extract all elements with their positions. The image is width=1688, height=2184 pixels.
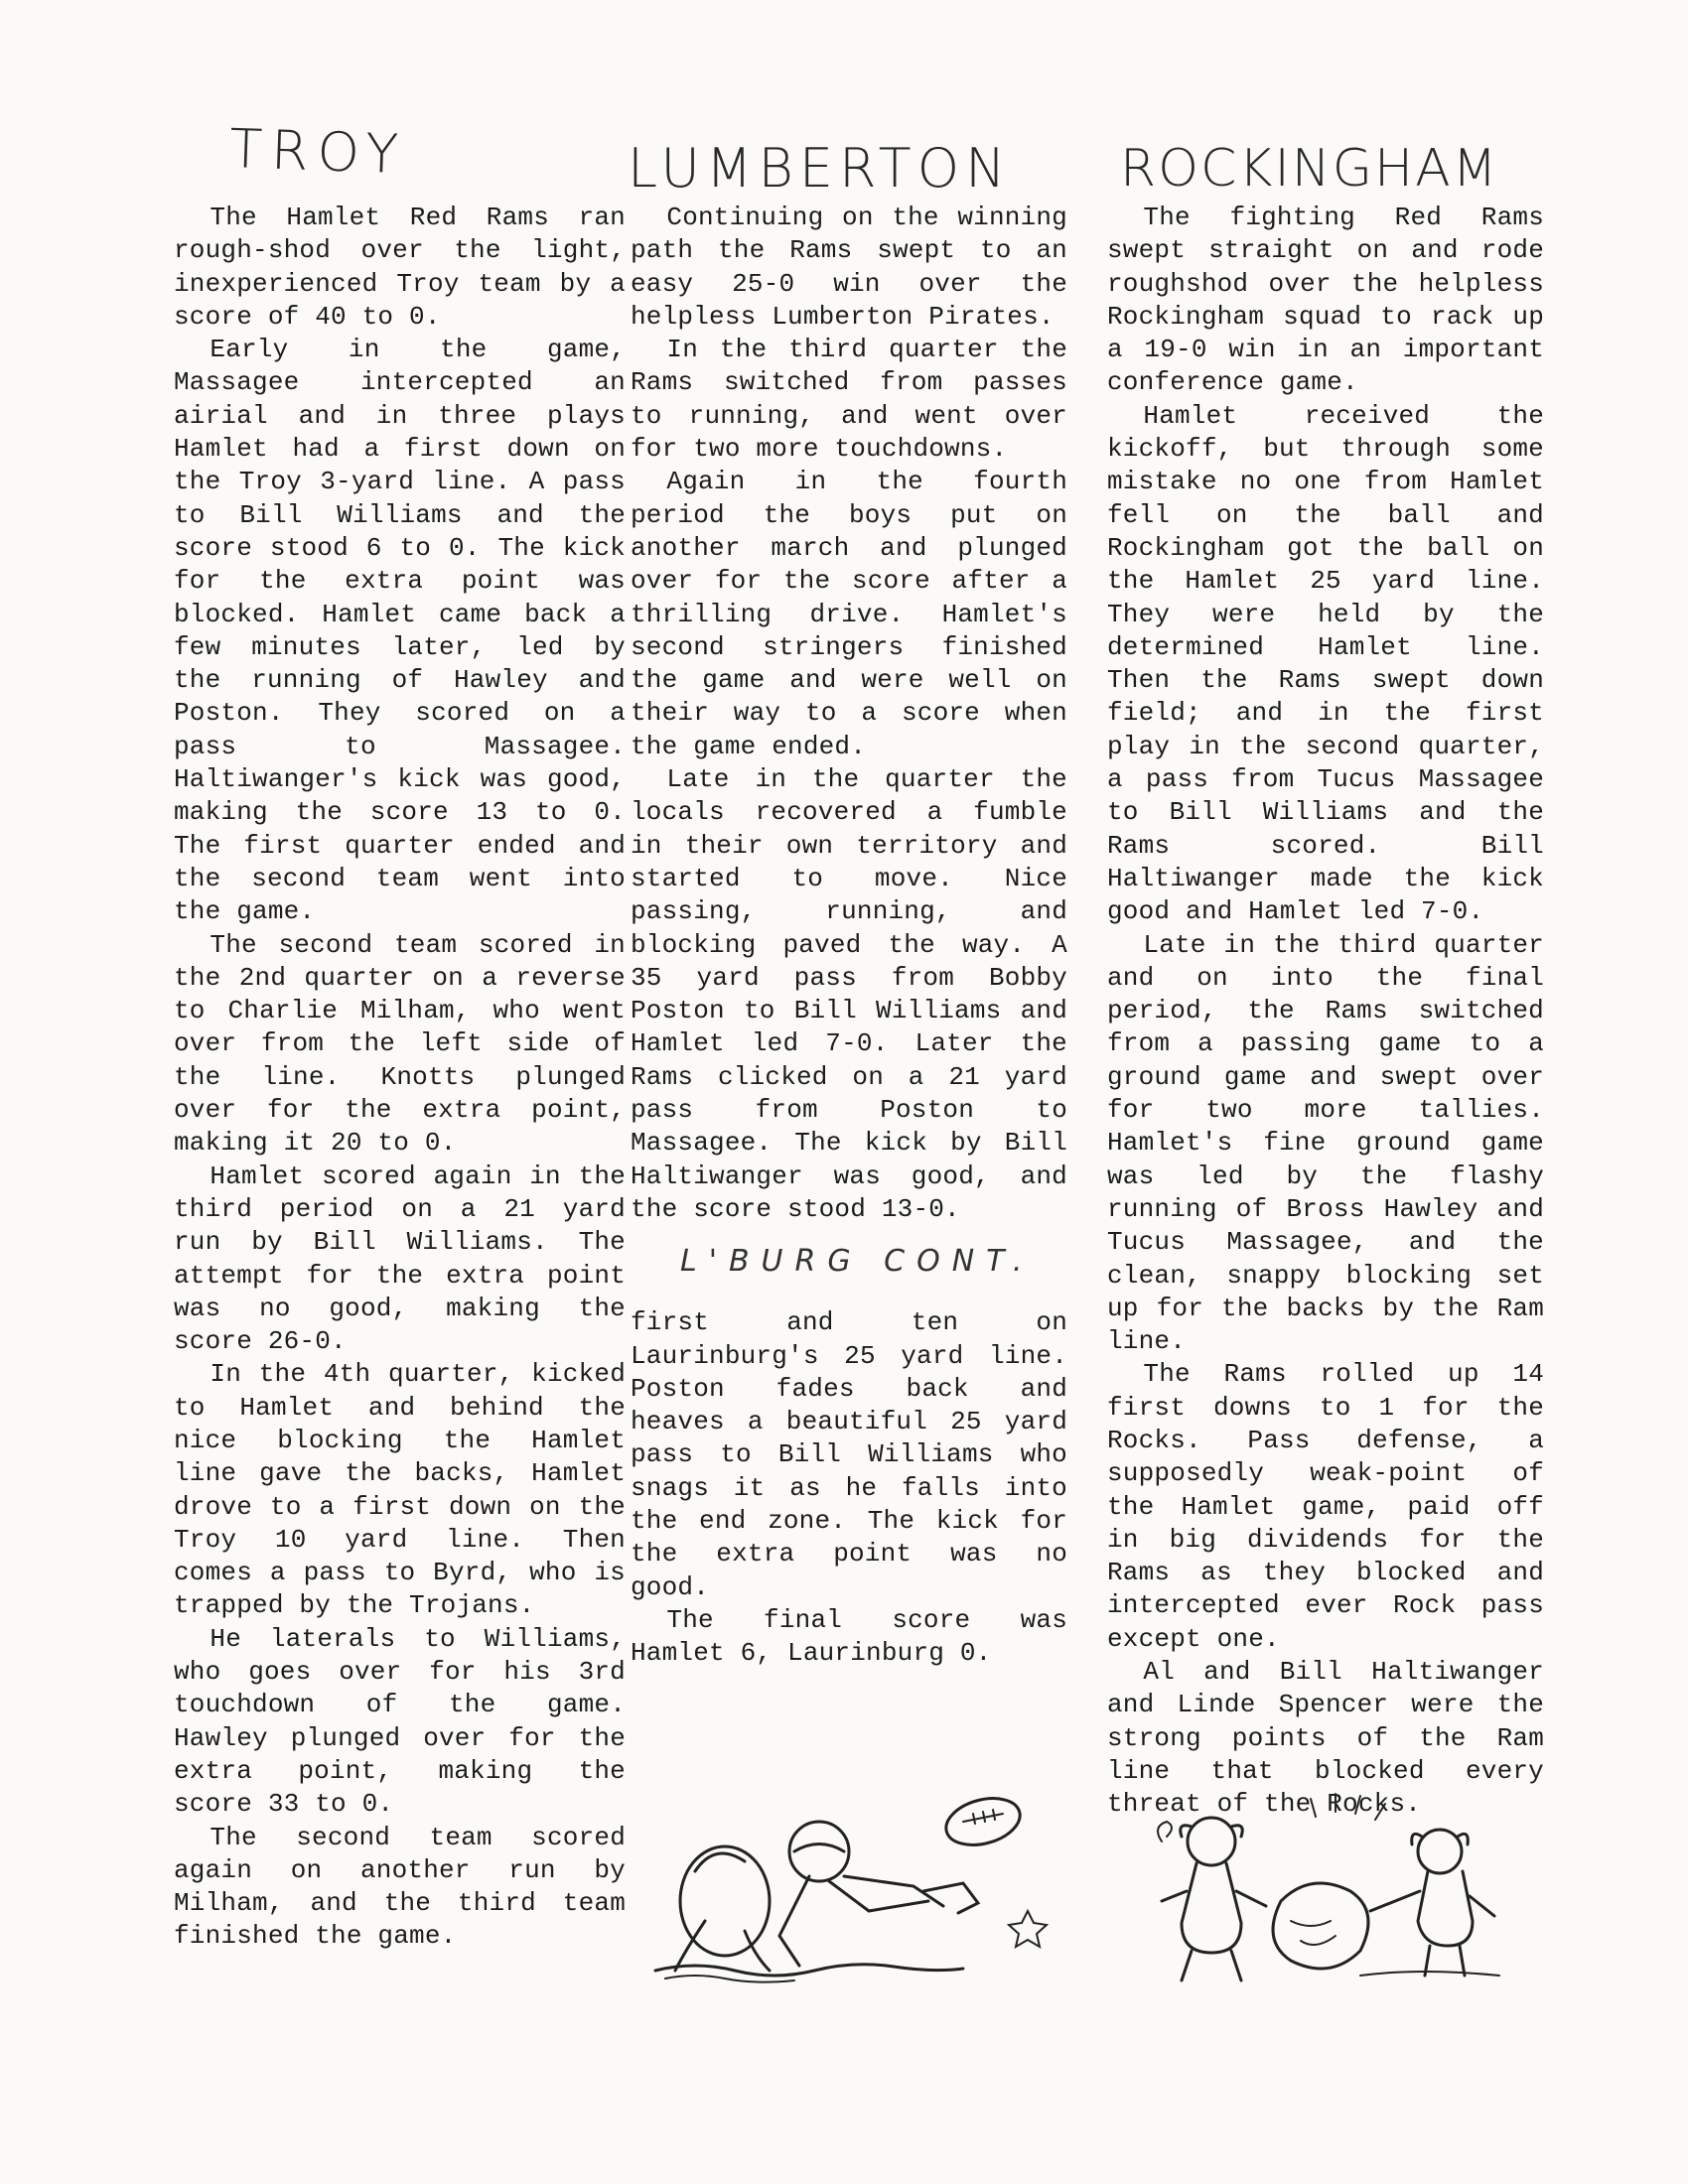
troy-paragraph: The second team scored again on another run by Milham, and the third team finished the game. bbox=[174, 1822, 626, 1952]
lburg-cont-paragraph: The final score was Hamlet 6, Laurinburg 0. bbox=[631, 1604, 1067, 1669]
heading-lumberton: LUMBERTON bbox=[628, 137, 1012, 200]
troy-paragraph: In the 4th quarter, kicked to Hamlet and behind the nice blocking the Hamlet line gave the backs, Hamlet drove to a first down on the Troy 10 yard line. Then comes a pass to Byrd, who is trapped by the Trojans. bbox=[174, 1359, 626, 1621]
lumberton-paragraph: Late in the quarter the locals recovered a fumble in their own territory and started to move. Nice passing, running, and blocking paved the way. A 35 yard pass from Bobby Poston to Bill Williams and Hamlet led 7-0. Later the Rams clicked on a 21 yard pass from Poston to Massagee. The kick by Bill Haltiwanger was good, and the score stood 13-0. bbox=[631, 764, 1067, 1224]
rockingham-paragraph: Late in the third quarter and on into the final period, the Rams switched from a passing game to a ground game and swept over for two more tallies. Hamlet's fine ground game was led by the flashy running of Bross Hawley and Tucus Massagee, and the clean, snappy blocking set up for the backs by the Ram line. bbox=[1107, 929, 1544, 1357]
rockingham-paragraph: Hamlet received the kickoff, but through some mistake no one from Hamlet fell on the ball and Rockingham got the ball on the Hamlet 25 yard line. They were held by the determined Hamlet line. Then the Rams swept down field; and in the first play in the second quarter, a pass from Tucus Massagee to Bill Williams and the Rams scored. Bill Haltiwanger made the kick good and Hamlet led 7-0. bbox=[1107, 400, 1544, 927]
column-troy bbox=[174, 202, 626, 1954]
troy-paragraph: The Hamlet Red Rams ran rough-shod over the light, inexperienced Troy team by a score of 40 to 0. bbox=[174, 203, 626, 332]
troy-paragraph: He laterals to Williams, who goes over for his 3rd touchdown of the game. Hawley plunged over for the extra point, making the score 33 to 0. bbox=[174, 1623, 626, 1820]
rockingham-paragraph: Al and Bill Haltiwanger and Linde Spencer were the strong points of the Ram line that blocked every threat of the Rocks. bbox=[1107, 1657, 1544, 1820]
troy-paragraph: Early in the game, Massagee intercepted an airial and in three plays Hamlet had a first down on the Troy 3-yard line. A pass to Bill Williams and the score stood 6 to 0. The kick for the extra point was blocked. Hamlet came back a few minutes later, led by the running of Hawley and Poston. They scored on a pass to Massagee. Haltiwanger's kick was good, making the score 13 to 0. The first quarter ended and the second team went into the game. bbox=[174, 335, 626, 927]
heading-troy: TROY bbox=[228, 117, 409, 187]
lumberton-paragraph: Again in the fourth period the boys put on another march and plunged over for the score after a thrilling drive. Hamlet's second stringers finished the game and were well on their way to a score when the game ended. bbox=[631, 467, 1067, 761]
rockingham-paragraph: The fighting Red Rams swept straight on and rode roughshod over the helpless Rockingham squad to rack up a 19-0 win in an important conference game. bbox=[1107, 203, 1544, 398]
column-lumberton bbox=[631, 202, 1067, 1670]
lumberton-paragraph: Continuing on the winning path the Rams swept to an easy 25-0 win over the helpless Lumberton Pirates. bbox=[631, 203, 1067, 332]
troy-paragraph: The second team scored in the 2nd quarter on a reverse to Charlie Milham, who went over from the left side of the line. Knotts plunged over for the extra point, making it 20 to 0. bbox=[174, 929, 626, 1159]
rockingham-paragraph: The Rams rolled up 14 first downs to 1 for the Rocks. Pass defense, a supposedly weak-point of the Hamlet game, paid off in big dividends for the Rams as they blocked and intercepted ever Rock pass except one. bbox=[1107, 1359, 1544, 1654]
football-tackle-illustration bbox=[645, 1782, 1062, 1990]
column-rockingham bbox=[1107, 202, 1544, 1822]
rams-cartoon-illustration bbox=[1142, 1792, 1519, 1990]
lburg-cont-heading: L'BURG CONT. bbox=[680, 1244, 1035, 1280]
heading-rockingham: ROCKINGHAM bbox=[1120, 139, 1499, 199]
lumberton-paragraph: In the third quarter the Rams switched from passes to running, and went over for two more touchdowns. bbox=[631, 335, 1067, 465]
troy-paragraph: Hamlet scored again in the third period on a 21 yard run by Bill Williams. The attempt for the extra point was no good, making the score 26-0. bbox=[174, 1160, 626, 1357]
lburg-cont-paragraph: first and ten on Laurinburg's 25 yard line. Poston fades back and heaves a beautiful 25 yard pass to Bill Williams who snags it as he falls into the end zone. The kick for the extra point was no good. bbox=[631, 1307, 1067, 1602]
